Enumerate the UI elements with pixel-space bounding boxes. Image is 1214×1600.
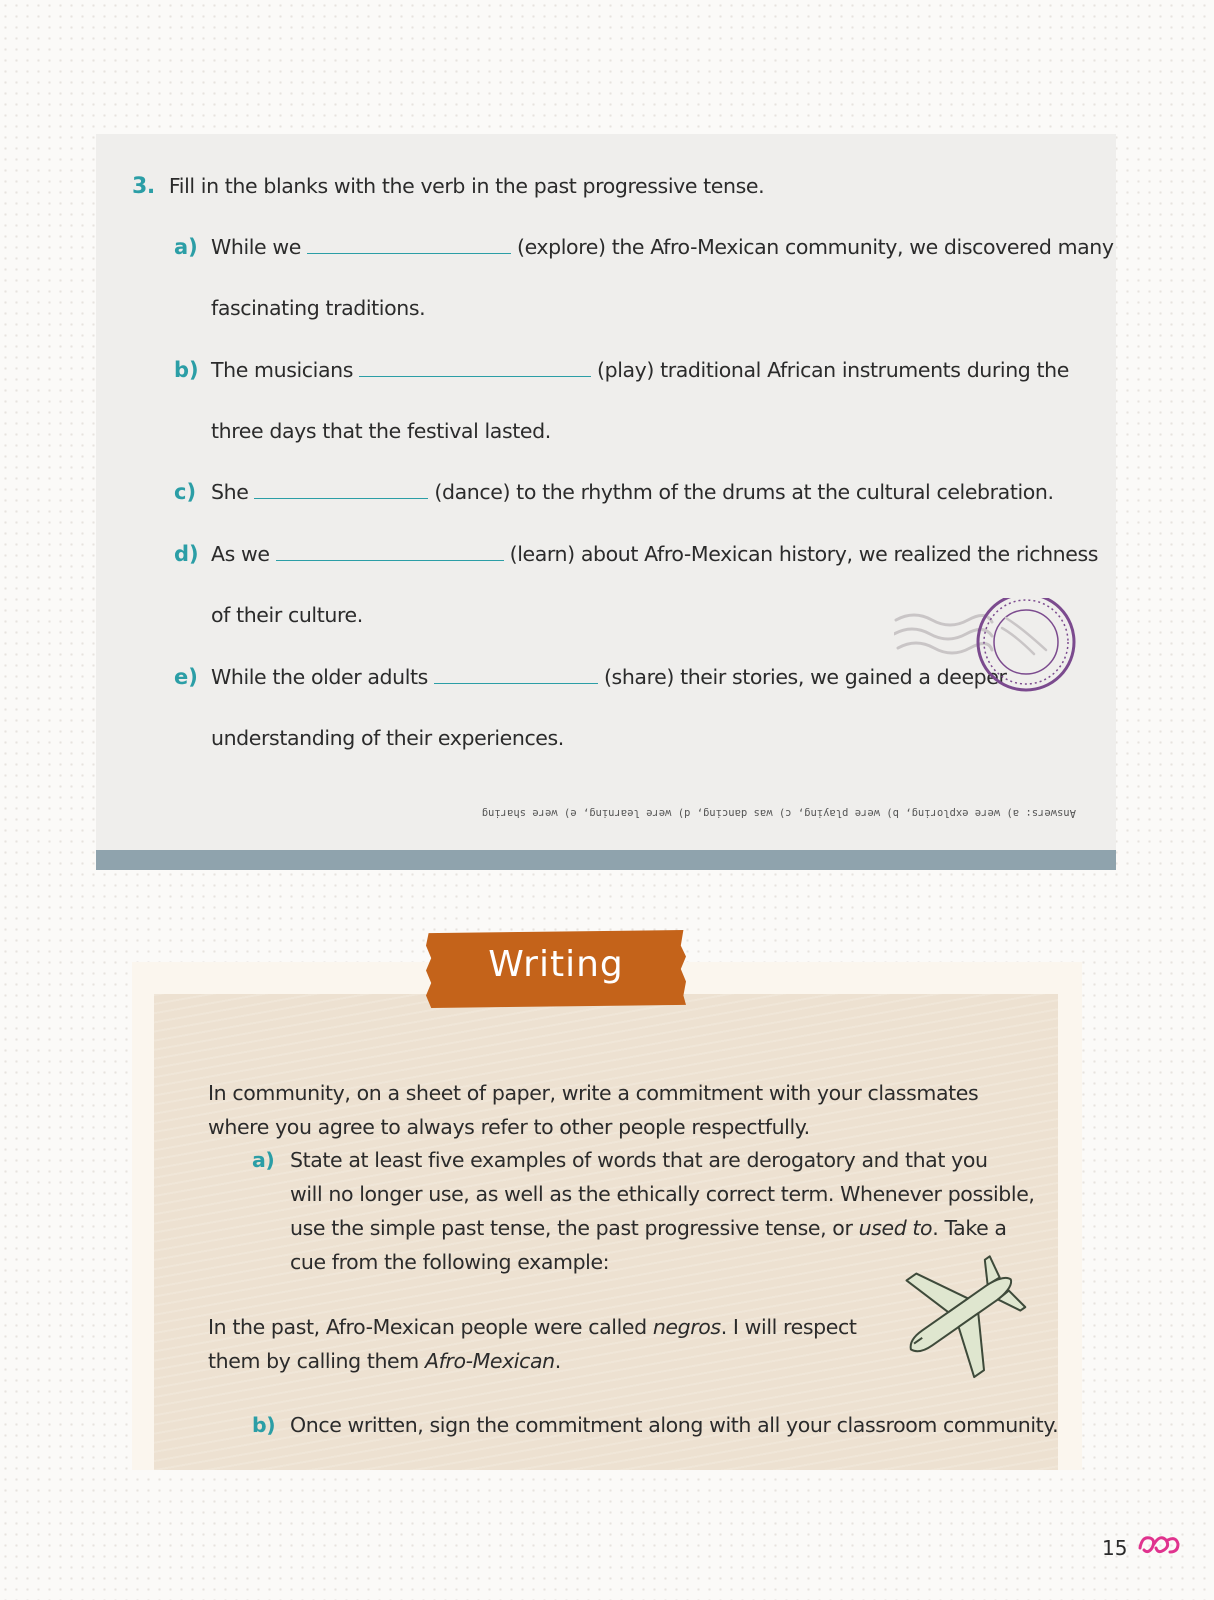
writing-item-a-line: State at least five examples of words that are derogatory and that you xyxy=(290,1148,988,1172)
item-text-after: (learn) about Afro-Mexican history, we realized the richness xyxy=(509,542,1099,566)
writing-banner-title: Writing xyxy=(488,944,624,985)
text-segment: them by calling them xyxy=(208,1349,425,1373)
writing-item-a-letter xyxy=(252,1143,274,1177)
writing-intro-line: where you agree to always refer to other people respectfully. xyxy=(208,1115,810,1139)
item-letter: a) xyxy=(174,235,198,259)
exercise-item-a xyxy=(211,235,1114,259)
item-text-before: While we xyxy=(211,235,301,259)
example-line xyxy=(208,1310,856,1344)
exercise-item-d xyxy=(211,542,1098,566)
writing-item-a-line: cue from the following example: xyxy=(290,1250,610,1274)
answer-blank[interactable] xyxy=(276,559,504,561)
item-letter: c) xyxy=(174,480,197,504)
answer-key-upside-down: Answers: a) were exploring, b) were playing, c) was dancing, d) were learning, e) were sharing xyxy=(481,807,1076,819)
italic-term: negros xyxy=(652,1315,721,1339)
item-letter: a) xyxy=(252,1148,275,1172)
item-letter: d) xyxy=(174,542,199,566)
item-text-before: While the older adults xyxy=(211,665,428,689)
exercise-item-c xyxy=(211,480,1054,504)
exercise-instruction: Fill in the blanks with the verb in the past progressive tense. xyxy=(168,174,765,198)
publisher-logo-icon xyxy=(1136,1530,1182,1560)
writing-intro xyxy=(208,1076,978,1144)
item-text-before: As we xyxy=(211,542,270,566)
item-text-after: (share) their stories, we gained a deeper xyxy=(603,665,1007,689)
writing-item-b-letter xyxy=(252,1408,275,1442)
item-text-after: (explore) the Afro-Mexican community, we discovered many xyxy=(516,235,1114,259)
writing-item-b: Once written, sign the commitment along with all your classroom community. xyxy=(290,1413,1059,1437)
exercise-number: 3. xyxy=(132,174,155,199)
item-letter: b) xyxy=(252,1413,276,1437)
item-letter: b) xyxy=(174,358,199,382)
answer-blank[interactable] xyxy=(359,375,591,377)
item-continuation: understanding of their experiences. xyxy=(211,726,564,750)
text-segment: use the simple past tense, the past progressive tense, or xyxy=(290,1216,859,1240)
exercise-card-footer-bar xyxy=(96,850,1116,870)
page-number: 15 xyxy=(1102,1536,1128,1560)
item-text-after: (play) traditional African instruments during the xyxy=(596,358,1069,382)
item-letter: e) xyxy=(174,665,198,689)
writing-intro-line: In community, on a sheet of paper, write a commitment with your classmates xyxy=(208,1081,979,1105)
text-segment: . xyxy=(554,1349,561,1373)
item-continuation: of their culture. xyxy=(211,603,363,627)
item-text-before: She xyxy=(211,480,249,504)
text-segment: . Take a xyxy=(932,1216,1007,1240)
item-continuation: fascinating traditions. xyxy=(211,296,426,320)
postmark-stamp-icon xyxy=(894,598,1094,708)
writing-example xyxy=(208,1310,856,1378)
writing-item-a-line xyxy=(290,1211,1035,1245)
italic-term: used to xyxy=(858,1216,933,1240)
answer-blank[interactable] xyxy=(254,497,428,499)
text-segment: . I will respect xyxy=(720,1315,857,1339)
exercise-item-b xyxy=(211,358,1069,382)
italic-term: Afro-Mexican xyxy=(424,1349,555,1373)
writing-item-a-line: will no longer use, as well as the ethically correct term. Whenever possible, xyxy=(290,1182,1035,1206)
item-text-before: The musicians xyxy=(211,358,353,382)
answer-blank[interactable] xyxy=(434,682,598,684)
airplane-sticker-icon xyxy=(890,1250,1030,1380)
item-continuation: three days that the festival lasted. xyxy=(211,419,551,443)
answer-blank[interactable] xyxy=(307,252,511,254)
example-line xyxy=(208,1344,856,1378)
text-segment: In the past, Afro-Mexican people were called xyxy=(208,1315,653,1339)
exercise-heading xyxy=(132,174,764,199)
item-text-after: (dance) to the rhythm of the drums at the cultural celebration. xyxy=(434,480,1054,504)
exercise-item-e xyxy=(211,665,1007,689)
